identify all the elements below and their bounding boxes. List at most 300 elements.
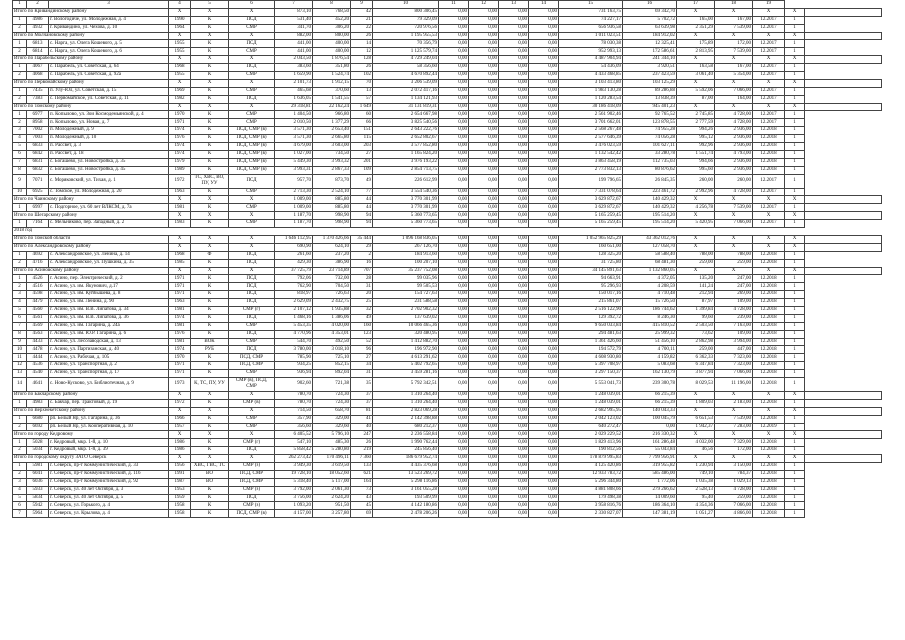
row-cell: 1989 — [169, 166, 191, 174]
row-cell: 78 030,38 — [559, 40, 623, 48]
subtotal-title: Итого по Верхнекетскому району — [13, 407, 169, 415]
row-cell: г. Асино, ул. Лесозаводская, д. 13 — [49, 338, 169, 346]
row-cell: 137 639,02 — [373, 314, 439, 322]
row-cell: 4 770,96 — [275, 330, 313, 338]
row-cell: К — [191, 275, 229, 283]
row-cell: 3 949,30 — [275, 462, 313, 470]
subtotal-cell: X — [677, 212, 715, 220]
subtotal-cell: 0,00 — [469, 235, 499, 243]
row-cell: 1 — [785, 95, 805, 103]
row-cell: 3 459 281,16 — [373, 370, 439, 378]
row-cell: 87,00 — [677, 95, 715, 103]
row-cell: г. Асино, ул. им. В.В. Липатова, д. 34 — [49, 306, 169, 314]
row-cell: 0,00 — [529, 275, 559, 283]
row-cell: 7383 — [27, 95, 49, 103]
table-row — [13, 275, 882, 283]
row-cell: 1 399,84 — [677, 306, 715, 314]
row-cell: ПСД — [229, 64, 275, 72]
row-cell: 0,00 — [439, 338, 469, 346]
row-cell: 4 608 930,80 — [559, 354, 623, 362]
row-cell: ПСД — [229, 314, 275, 322]
row-cell: 0,00 — [499, 447, 529, 455]
subtotal-cell: 882,00 — [275, 32, 313, 40]
row-cell: 0,00 — [439, 330, 469, 338]
row-cell: 1 027,00 — [275, 150, 313, 158]
row-cell: 0,00 — [529, 306, 559, 314]
row-cell: 260,00 — [715, 174, 753, 188]
row-cell: 73,62 — [677, 330, 715, 338]
subtotal-tail-cell — [805, 455, 882, 463]
row-cell: 5 397 708,97 — [559, 362, 623, 370]
row-cell: 1 636,05 — [275, 95, 313, 103]
row-cell: К — [191, 40, 229, 48]
subtotal-cell: 4 487 904,94 — [559, 56, 623, 64]
row-cell: 0,00 — [469, 158, 499, 166]
table-row-tall — [13, 174, 882, 188]
row-cell: 1972 — [169, 174, 191, 188]
row-cell: г. Кривандино, ул. Чехова, д. 10 — [49, 24, 169, 32]
row-cell: 0,00 — [529, 330, 559, 338]
row-cell: 2 330 827,07 — [559, 510, 623, 518]
row-cell: 1 035,38 — [677, 478, 715, 486]
subtotal-tail-cell — [805, 79, 882, 87]
subtotal-cell: 178 879 995,83 — [559, 455, 623, 463]
subtotal-cell: 624,10 — [313, 243, 351, 251]
row-cell: 6 347,84 — [677, 362, 715, 370]
table-row — [13, 127, 882, 135]
row-cell: 12.2017 — [753, 95, 785, 103]
subtotal-cell: X — [677, 32, 715, 40]
row-cell: 0,00 — [439, 188, 469, 196]
row-cell: 0,00 — [469, 423, 499, 431]
row-cell: 4 679,00 — [275, 143, 313, 151]
column-number-cell: 15 — [559, 1, 623, 9]
subtotal-cell: 44 — [351, 196, 373, 204]
row-cell: 31 725,80 — [559, 259, 623, 267]
row-cell: 2 — [13, 72, 27, 80]
row-cell: 141,24 — [677, 283, 715, 291]
row-cell: 9 — [13, 338, 27, 346]
row-cell: 1 — [785, 470, 805, 478]
subtotal-cell: X — [785, 391, 805, 399]
subtotal-cell: X — [715, 267, 753, 275]
subtotal-cell: 186 679 952,74 — [373, 455, 439, 463]
row-cell: 12.2018 — [753, 166, 785, 174]
subtotal-cell: X — [191, 79, 229, 87]
row-cell: 902,60 — [275, 377, 313, 391]
column-number-cell: 8 — [313, 1, 351, 9]
row-cell: 1 248 039,01 — [559, 399, 623, 407]
subtotal-cell: 0,00 — [529, 267, 559, 275]
row-cell: 0,00 — [529, 439, 559, 447]
subtotal-tail-cell — [805, 391, 882, 399]
row-cell: 3 780,00 — [275, 346, 313, 354]
row-cell: 5 420,95 — [677, 220, 715, 228]
row-cell: 2 653,40 — [313, 127, 351, 135]
table-row — [13, 399, 882, 407]
row-cell: 1 412 882,70 — [373, 338, 439, 346]
subtotal-cell: 29 — [351, 243, 373, 251]
row-cell: 0,00 — [499, 24, 529, 32]
row-cell: 2 665,80 — [313, 135, 351, 143]
subtotal-cell: X — [191, 243, 229, 251]
row-cell: 0,00 — [529, 188, 559, 196]
row-cell: п. Улу-Юл, ул. Советская, д. 15 — [49, 87, 169, 95]
row-cell: 0,00 — [439, 447, 469, 455]
row-cell: 45 — [351, 502, 373, 510]
row-cell: п. Копылово, ул. Новая, д. 7 — [49, 119, 169, 127]
row-cell: 0,00 — [469, 354, 499, 362]
row-cell: 1 935,88 — [313, 306, 351, 314]
subtotal-cell: 35 444 — [351, 235, 373, 243]
row-cell: 2 936,00 — [715, 135, 753, 143]
subtotal-cell: 5 165 259,45 — [559, 212, 623, 220]
row-cell: 1 — [13, 251, 27, 259]
row-cell: 2 992,96 — [677, 188, 715, 196]
subtotal-cell: X — [169, 103, 191, 111]
row-cell: 0,00 — [529, 40, 559, 48]
subtotal-cell: X — [191, 103, 229, 111]
row-cell: 5964 — [27, 510, 49, 518]
subtotal-cell: X — [169, 455, 191, 463]
row-cell: 212,94 — [677, 291, 715, 299]
subtotal-cell: 140 429,32 — [623, 196, 677, 204]
row-cell: 55 043,84 — [623, 447, 677, 455]
subtotal-row — [13, 391, 882, 399]
row-cell: 12.2018 — [753, 462, 785, 470]
subtotal-cell: 768,50 — [313, 8, 351, 16]
row-cell: 1 165 824,20 — [373, 150, 439, 158]
row-cell: 245 856,40 — [373, 447, 439, 455]
subtotal-cell: X — [677, 8, 715, 16]
subtotal-cell: X — [191, 267, 229, 275]
row-cell: 3 — [13, 478, 27, 486]
row-cell: 12.2018 — [753, 299, 785, 307]
row-cell: 1985 — [169, 259, 191, 267]
subtotal-cell: 0,00 — [529, 212, 559, 220]
subtotal-cell: 0,00 — [469, 56, 499, 64]
row-cell: 1 134 121,93 — [373, 95, 439, 103]
subtotal-row — [13, 56, 882, 64]
row-cell: 0,00 — [439, 362, 469, 370]
row-cell: 724,30 — [313, 399, 351, 407]
row-cell: 0,00 — [499, 111, 529, 119]
row-cell: 12.2018 — [753, 251, 785, 259]
row-cell: ПСД — [229, 40, 275, 48]
row-cell: 2 777,59 — [677, 119, 715, 127]
row-cell: 1 — [785, 150, 805, 158]
row-cell: 247,00 — [715, 275, 753, 283]
row-cell: 94 — [351, 220, 373, 228]
row-cell: 22 — [351, 24, 373, 32]
table-row — [13, 502, 882, 510]
table-row — [13, 439, 882, 447]
row-cell: 1983 — [169, 220, 191, 228]
row-cell: К — [191, 299, 229, 307]
row-cell: 12.2017 — [753, 119, 785, 127]
row-cell: 0,00 — [439, 150, 469, 158]
row-cell: 329,60 — [313, 423, 351, 431]
row-cell: 0,00 — [499, 87, 529, 95]
row-cell: 215 861,07 — [559, 299, 623, 307]
row-cell: 1 — [785, 204, 805, 212]
row-cell: г. Северск, ул. 40 лет Октября, д. 5 — [49, 494, 169, 502]
row-cell: 8 — [13, 330, 27, 338]
row-cell: 1 — [13, 111, 27, 119]
row-cell: ПСД — [229, 447, 275, 455]
subtotal-cell: X — [191, 391, 229, 399]
row-cell: 164,00 — [715, 95, 753, 103]
row-cell: 14 — [13, 377, 27, 391]
row-cell: 1974 — [169, 127, 191, 135]
row-cell: 2 624,20 — [313, 494, 351, 502]
row-cell: 704,50 — [313, 283, 351, 291]
year-title: 2018 год — [13, 228, 805, 236]
row-cell: 0,00 — [469, 502, 499, 510]
row-cell: 726,63 — [313, 291, 351, 299]
row-cell: 12.2018 — [753, 135, 785, 143]
row-cell: К — [191, 150, 229, 158]
subtotal-cell: X — [785, 196, 805, 204]
table-row — [13, 166, 882, 174]
row-cell: 74 056,28 — [623, 135, 677, 143]
row-cell: 0,00 — [469, 494, 499, 502]
row-cell: 6680 — [27, 415, 49, 423]
row-cell: ПСД — [229, 494, 275, 502]
row-cell: 0,00 — [499, 16, 529, 24]
row-cell: 4 728,00 — [715, 188, 753, 196]
subtotal-title: Итого по Кривандинскому району — [13, 8, 169, 16]
subtotal-cell: 0,00 — [439, 32, 469, 40]
row-cell: 0,00 — [499, 502, 529, 510]
row-cell: 0,00 — [439, 16, 469, 24]
row-cell: 725,10 — [313, 354, 351, 362]
row-cell: К — [191, 423, 229, 431]
row-cell: 2 516 122,90 — [559, 306, 623, 314]
row-cell: 0,00 — [499, 399, 529, 407]
row-cell: К — [191, 486, 229, 494]
row-cell: 12.2017 — [753, 188, 785, 196]
row-cell: 0,00 — [439, 64, 469, 72]
row-cell: 6 — [13, 314, 27, 322]
row-cell: 54 436,09 — [559, 64, 623, 72]
subtotal-row — [13, 212, 882, 220]
row-cell: 237 423,59 — [623, 72, 677, 80]
subtotal-cell: 3 770 301,99 — [373, 196, 439, 204]
row-cell: 5 165 259,45 — [559, 220, 623, 228]
row-cell: ПСД, СМР — [229, 478, 275, 486]
row-cell: К — [191, 95, 229, 103]
subtotal-cell: 0,00 — [469, 32, 499, 40]
column-number-cell: 5 — [191, 1, 229, 9]
subtotal-cell: 0,00 — [439, 196, 469, 204]
row-cell: 12.2017 — [753, 16, 785, 24]
row-cell: 3 571,30 — [275, 135, 313, 143]
row-cell: 9 — [13, 174, 27, 188]
row-cell: 0,00 — [529, 127, 559, 135]
subtotal-cell: 0,00 — [499, 196, 529, 204]
row-cell: СМР — [229, 188, 275, 196]
subtotal-cell: X — [677, 267, 715, 275]
row-cell: 12.2017 — [753, 64, 785, 72]
row-cell: 0,00 — [439, 204, 469, 212]
subtotal-title: Итого по Александровскому району — [13, 243, 169, 251]
row-cell: 7 539,00 — [715, 204, 753, 212]
subtotal-cell: X — [229, 212, 275, 220]
row-cell: 151 — [351, 127, 373, 135]
row-cell: 20 — [351, 291, 373, 299]
row-cell: 3 554 540,36 — [373, 188, 439, 196]
row-cell: 5 280,80 — [313, 447, 351, 455]
row-cell: 100 045,79 — [623, 415, 677, 423]
row-cell: 1963 — [169, 188, 191, 196]
row-cell: 429,30 — [275, 259, 313, 267]
row-cell: с. Подгорное, ул. 60 лет ВЛКСМ, д. 7а — [49, 204, 169, 212]
row-cell: 1 — [785, 143, 805, 151]
table-row — [13, 143, 882, 151]
row-cell: 2 577 646,39 — [559, 135, 623, 143]
row-cell: 161 286,48 — [623, 439, 677, 447]
row-cell: 4 157,00 — [275, 510, 313, 518]
row-cell: 0,00 — [499, 220, 529, 228]
row-cell: 0,00 — [499, 204, 529, 212]
row-cell: К — [191, 399, 229, 407]
row-cell: 0,00 — [529, 322, 559, 330]
row-cell: 0,00 — [439, 48, 469, 56]
row-cell: К — [191, 204, 229, 212]
row-cell: 27 — [351, 150, 373, 158]
row-cell: 0,00 — [499, 354, 529, 362]
subtotal-cell: 2 682 995,95 — [559, 407, 623, 415]
row-cell: 7071 — [27, 174, 49, 188]
subtotal-cell: 0,00 — [439, 431, 469, 439]
row-cell: 0,00 — [439, 24, 469, 32]
column-number-cell: 14 — [529, 1, 559, 9]
subtotal-cell: 103 125,29 — [623, 79, 677, 87]
row-cell: СМР — [229, 423, 275, 431]
row-cell: 952 993,13 — [559, 48, 623, 56]
row-cell: 1 — [13, 87, 27, 95]
row-cell: 640 272,47 — [559, 423, 623, 431]
row-cell: 10 — [13, 188, 27, 196]
row-cell: г. Асино, ул. им. Куйбышева, д. 8 — [49, 291, 169, 299]
subtotal-cell: 0,00 — [439, 267, 469, 275]
row-cell: 492,50 — [313, 338, 351, 346]
row-cell: 239,00 — [715, 314, 753, 322]
row-cell: СМР (з) — [229, 502, 275, 510]
row-cell: 12 933 783,72 — [559, 470, 623, 478]
subtotal-cell: X — [785, 212, 805, 220]
subtotal-cell: 0,00 — [439, 391, 469, 399]
table-row — [13, 251, 882, 259]
row-cell: 0,00 — [529, 64, 559, 72]
row-cell: 1 — [785, 330, 805, 338]
row-cell: 4932 — [27, 24, 49, 32]
row-cell: 1 — [785, 462, 805, 470]
table-row — [13, 447, 882, 455]
row-cell: К — [191, 370, 229, 378]
subtotal-cell: X — [169, 8, 191, 16]
row-cell: 1 — [13, 399, 27, 407]
row-cell: СМР (в) — [229, 399, 275, 407]
row-cell: 0,00 — [469, 220, 499, 228]
row-cell: К — [191, 87, 229, 95]
row-cell: 0,00 — [469, 338, 499, 346]
row-cell: 2 528,13 — [677, 486, 715, 494]
row-cell: 1971 — [169, 362, 191, 370]
row-cell: К — [191, 72, 229, 80]
subtotal-cell: 94 — [351, 212, 373, 220]
row-cell: 0,00 — [499, 338, 529, 346]
row-cell: 1 — [785, 370, 805, 378]
row-cell: 4983 — [27, 399, 49, 407]
subtotal-cell: 0,00 — [469, 243, 499, 251]
subtotal-cell: 998,90 — [313, 212, 351, 220]
subtotal-cell: 1 187,70 — [275, 212, 313, 220]
row-cell: 0,00 — [499, 415, 529, 423]
row-cell: 4641 — [27, 377, 49, 391]
row-cell: 6925 — [27, 188, 49, 196]
row-cell: 370,60 — [313, 87, 351, 95]
row-cell: 320 480,95 — [373, 330, 439, 338]
row-cell: К — [191, 158, 229, 166]
row-cell: 873,70 — [313, 174, 351, 188]
row-cell: 12.2018 — [753, 478, 785, 486]
subtotal-cell: 0,00 — [499, 79, 529, 87]
column-number-cell: 1 — [13, 1, 27, 9]
row-cell: К — [191, 16, 229, 24]
row-cell: 60 — [351, 111, 373, 119]
row-cell: 1 468,16 — [275, 314, 313, 322]
table-row — [13, 362, 882, 370]
subtotal-cell: X — [785, 455, 805, 463]
row-cell: 0,00 — [469, 322, 499, 330]
subtotal-cell: 247 — [351, 431, 373, 439]
row-cell: 0,00 — [499, 478, 529, 486]
row-cell: 5 702,72 — [623, 16, 677, 24]
row-cell: 1981 — [169, 204, 191, 212]
row-cell: 1 551,74 — [677, 150, 715, 158]
row-cell: К — [191, 143, 229, 151]
table-row — [13, 486, 882, 494]
subtotal-cell: X — [169, 235, 191, 243]
row-cell: 951,50 — [313, 502, 351, 510]
subtotal-cell: 160 651,00 — [559, 243, 623, 251]
subtotal-title: Итого по Молчановскому району — [13, 32, 169, 40]
subtotal-cell: 0,00 — [439, 235, 469, 243]
row-cell: 167,00 — [715, 16, 753, 24]
table-row — [13, 291, 882, 299]
row-cell: 2 503,50 — [677, 322, 715, 330]
row-cell: 2 — [13, 470, 27, 478]
subtotal-cell: 0,00 — [529, 103, 559, 111]
row-cell: 3 756,00 — [275, 494, 313, 502]
row-cell: 0,00 — [529, 291, 559, 299]
row-cell: 2 072 417,16 — [373, 87, 439, 95]
row-cell: 8 029,53 — [677, 377, 715, 391]
subtotal-cell: 714,50 — [275, 407, 313, 415]
row-cell: ПСД — [229, 299, 275, 307]
row-cell: п. Молодежный, д. 10 — [49, 135, 169, 143]
table-row — [13, 354, 882, 362]
row-cell: 80 876,62 — [623, 166, 677, 174]
subtotal-cell: X — [169, 243, 191, 251]
row-cell: 1 310 264,40 — [373, 399, 439, 407]
subtotal-cell: X — [229, 455, 275, 463]
row-cell: 4068 — [27, 72, 49, 80]
row-cell: 4 866,00 — [715, 510, 753, 518]
subtotal-cell: X — [785, 56, 805, 64]
